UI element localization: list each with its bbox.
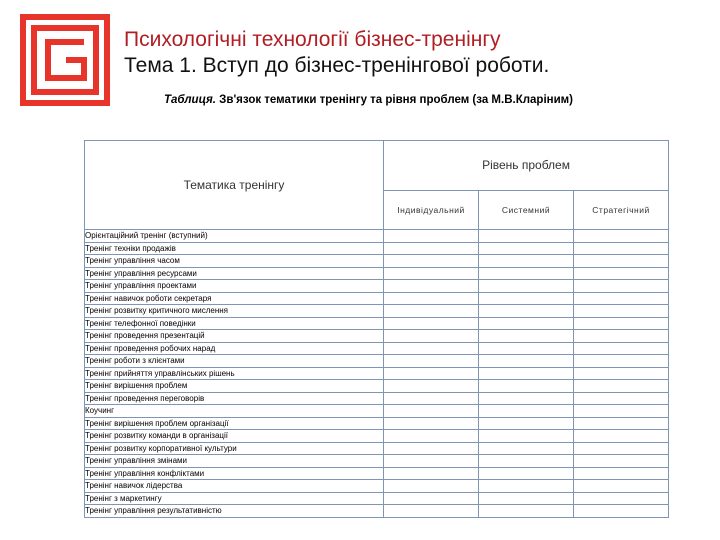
level-individual-cell: [384, 405, 479, 418]
table-row: [85, 380, 669, 393]
topic-cell: Тренінг навичок лідерства: [85, 480, 384, 493]
topic-cell: Тренінг проведення робочих нарад: [85, 342, 384, 355]
level-individual-cell: [384, 355, 479, 368]
level-systemic-cell: [479, 255, 574, 268]
level-systemic-cell: [479, 292, 574, 305]
topic-cell: Тренінг проведення переговорів: [85, 392, 384, 405]
topic-cell: Тренінг розвитку критичного мислення: [85, 305, 384, 318]
level-systemic-cell: [479, 330, 574, 343]
level-strategic-cell: [574, 367, 669, 380]
table-row: [85, 330, 669, 343]
table-row: [85, 342, 669, 355]
topic-cell: Тренінг з маркетингу: [85, 492, 384, 505]
level-systemic-cell: [479, 242, 574, 255]
topic-cell: Тренінг прийняття управлінських рішень: [85, 367, 384, 380]
level-individual-cell: [384, 492, 479, 505]
topic-cell: Тренінг управління часом: [85, 255, 384, 268]
level-systemic-cell: [479, 317, 574, 330]
table-row: [85, 455, 669, 468]
level-individual-cell: [384, 230, 479, 243]
level-individual-cell: [384, 367, 479, 380]
level-strategic-cell: [574, 417, 669, 430]
level-strategic-cell: [574, 317, 669, 330]
level-strategic-cell: [574, 280, 669, 293]
level-strategic-cell: [574, 380, 669, 393]
level-strategic-cell: [574, 430, 669, 443]
level-systemic-cell: [479, 267, 574, 280]
level-systemic-cell: [479, 505, 574, 518]
caption-text: Зв'язок тематики тренінгу та рівня проблем (за М.В.Кларіним): [215, 94, 573, 106]
level-strategic-cell: [574, 330, 669, 343]
level-individual-cell: [384, 280, 479, 293]
table-row: [85, 255, 669, 268]
table-row: [85, 267, 669, 280]
level-systemic-header: Системний: [479, 190, 574, 229]
table-row: [85, 417, 669, 430]
level-individual-cell: [384, 392, 479, 405]
level-individual-cell: [384, 242, 479, 255]
level-individual-cell: [384, 292, 479, 305]
level-strategic-cell: [574, 292, 669, 305]
topic-cell: Тренінг управління проектами: [85, 280, 384, 293]
table-row: [85, 480, 669, 493]
topic-cell: Тренінг управління ресурсами: [85, 267, 384, 280]
level-systemic-cell: [479, 392, 574, 405]
topic-cell: Тренінг вирішення проблем організації: [85, 417, 384, 430]
level-systemic-cell: [479, 230, 574, 243]
table-row: [85, 492, 669, 505]
level-individual-cell: [384, 342, 479, 355]
topics-table: [84, 140, 669, 518]
level-individual-cell: [384, 467, 479, 480]
topic-cell: Тренінг проведення презентацій: [85, 330, 384, 343]
topic-cell: Коучинг: [85, 405, 384, 418]
level-systemic-cell: [479, 280, 574, 293]
table-row: [85, 467, 669, 480]
table-row: [85, 317, 669, 330]
level-strategic-cell: [574, 405, 669, 418]
level-strategic-cell: [574, 230, 669, 243]
table-row: [85, 367, 669, 380]
level-individual-header: Індивідуальний: [384, 190, 479, 229]
level-strategic-cell: [574, 467, 669, 480]
level-strategic-cell: [574, 267, 669, 280]
level-systemic-cell: [479, 430, 574, 443]
level-individual-cell: [384, 505, 479, 518]
page-subtitle: Тема 1. Вступ до бізнес-тренінгової роботи.: [124, 54, 550, 77]
level-systemic-cell: [479, 355, 574, 368]
table-row: [85, 292, 669, 305]
table-body: [85, 230, 669, 518]
level-systemic-cell: [479, 417, 574, 430]
topic-cell: Тренінг телефонної поведінки: [85, 317, 384, 330]
level-individual-cell: [384, 455, 479, 468]
topic-cell: Тренінг розвитку команди в організації: [85, 430, 384, 443]
level-strategic-cell: [574, 392, 669, 405]
level-strategic-cell: [574, 242, 669, 255]
level-systemic-cell: [479, 367, 574, 380]
level-individual-cell: [384, 317, 479, 330]
topic-cell: Тренінг управління конфліктами: [85, 467, 384, 480]
level-systemic-cell: [479, 455, 574, 468]
table-row: [85, 442, 669, 455]
table-row: [85, 230, 669, 243]
table-row: [85, 430, 669, 443]
caption-label: Таблиця.: [164, 94, 216, 106]
table-row: [85, 242, 669, 255]
page-title: Психологічні технології бізнес-тренінгу: [124, 28, 501, 51]
level-individual-cell: [384, 430, 479, 443]
topic-column-header: Тематика тренінгу: [85, 141, 384, 230]
level-strategic-cell: [574, 480, 669, 493]
table-row: [85, 392, 669, 405]
level-individual-cell: [384, 330, 479, 343]
table-row: [85, 305, 669, 318]
topic-cell: Тренінг роботи з клієнтами: [85, 355, 384, 368]
topic-cell: Тренінг управління змінами: [85, 455, 384, 468]
table-row: [85, 280, 669, 293]
table-row: [85, 355, 669, 368]
level-systemic-cell: [479, 492, 574, 505]
logo-icon: [20, 14, 110, 106]
topic-cell: Орієнтаційний тренінг (вступний): [85, 230, 384, 243]
table-row: [85, 405, 669, 418]
level-strategic-cell: [574, 305, 669, 318]
level-systemic-cell: [479, 467, 574, 480]
level-individual-cell: [384, 267, 479, 280]
level-systemic-cell: [479, 442, 574, 455]
level-column-header: Рівень проблем: [384, 141, 669, 191]
level-strategic-cell: [574, 455, 669, 468]
level-strategic-cell: [574, 342, 669, 355]
level-strategic-cell: [574, 442, 669, 455]
level-strategic-cell: [574, 492, 669, 505]
level-individual-cell: [384, 380, 479, 393]
topic-cell: Тренінг управління результативністю: [85, 505, 384, 518]
level-systemic-cell: [479, 342, 574, 355]
level-individual-cell: [384, 442, 479, 455]
level-strategic-cell: [574, 505, 669, 518]
topic-cell: Тренінг вирішення проблем: [85, 380, 384, 393]
table-row: [85, 505, 669, 518]
level-systemic-cell: [479, 380, 574, 393]
level-individual-cell: [384, 305, 479, 318]
level-individual-cell: [384, 480, 479, 493]
level-strategic-cell: [574, 355, 669, 368]
level-individual-cell: [384, 255, 479, 268]
table-caption: [164, 94, 573, 106]
topic-cell: Тренінг розвитку корпоративної культури: [85, 442, 384, 455]
topic-cell: Тренінг техніки продажів: [85, 242, 384, 255]
level-individual-cell: [384, 417, 479, 430]
level-systemic-cell: [479, 305, 574, 318]
level-strategic-header: Стратегічний: [574, 190, 669, 229]
level-systemic-cell: [479, 480, 574, 493]
level-systemic-cell: [479, 405, 574, 418]
topic-cell: Тренінг навичок роботи секретаря: [85, 292, 384, 305]
level-strategic-cell: [574, 255, 669, 268]
